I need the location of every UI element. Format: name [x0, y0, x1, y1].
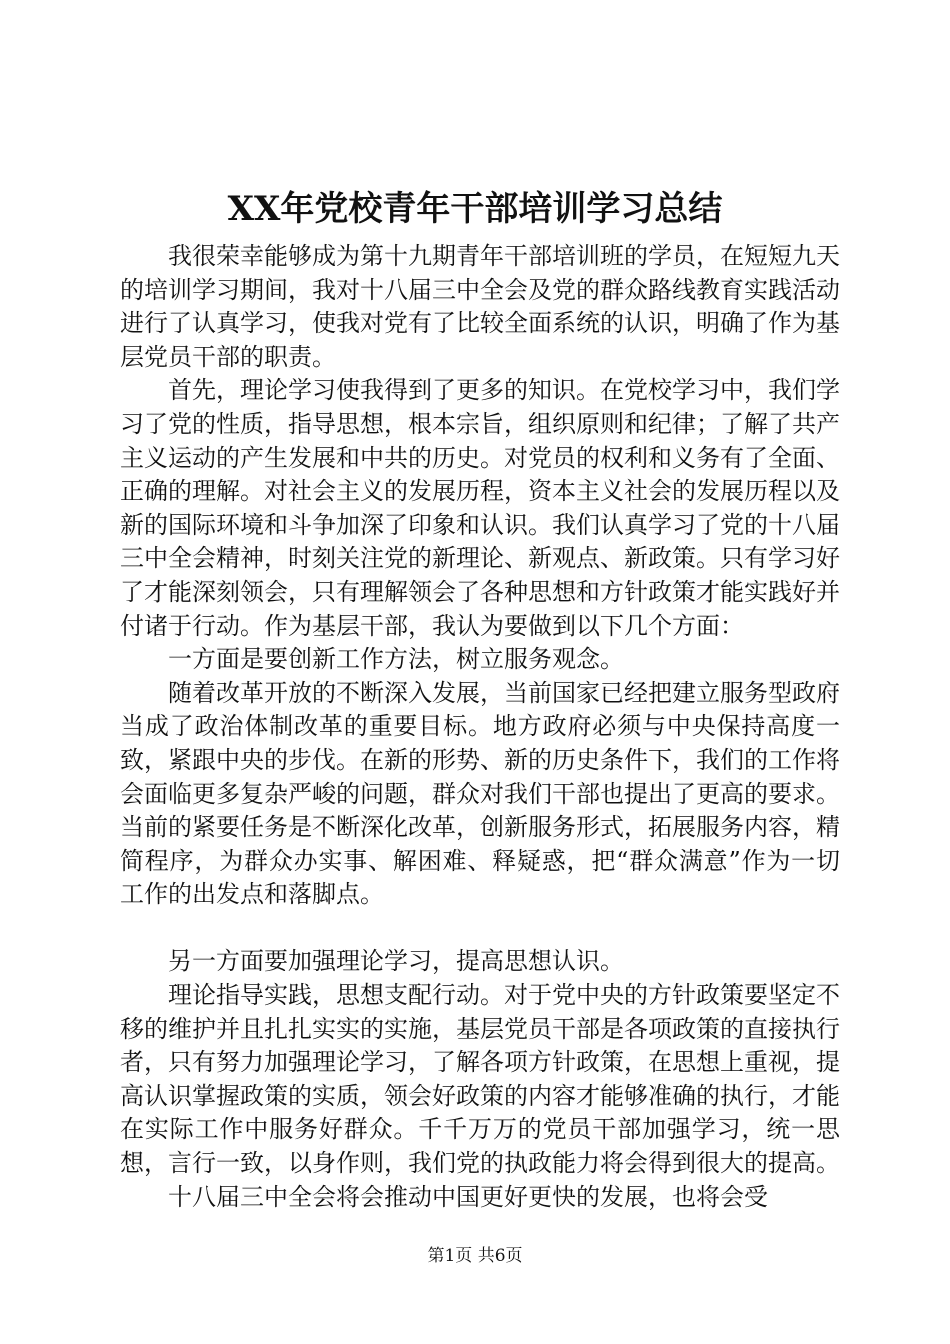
- paragraph-conclusion-start: 十八届三中全会将会推动中国更好更快的发展，也将会受: [168, 1182, 768, 1211]
- paragraph-theory-study: 首先，理论学习使我得到了更多的知识。在党校学习中，我们学习了党的性质，指导思想，根本宗旨，组织原则和纪律；了解了共产主义运动的产生发展和中共的历史。对党员的权利和义务有了全面、正确的理解。对社会主义的发展历程，资本主义社会的发展历程以及新的国际环境和斗争加深了印象和认识。我们认真学习了党的十八届三中全会精神，时刻关注党的新理论、新观点、新政策。只有学习好了才能深刻领会，只有理解领会了各种思想和方针政策才能实践好并付诸于行动。作为基层干部，我认为要做到以下几个方面：: [120, 376, 840, 640]
- paragraph-spacer: [120, 912, 840, 946]
- page-number-footer: 第1页 共6页: [427, 1246, 523, 1266]
- paragraph-intro: 我很荣幸能够成为第十九期青年干部培训班的学员，在短短九天的培训学习期间，我对十八届三中全会及党的群众路线教育实践活动进行了认真学习，使我对党有了比较全面系统的认识，明确了作为基层党员干部的职责。: [120, 242, 840, 371]
- paragraph-point-two-body: 理论指导实践，思想支配行动。对于党中央的方针政策要坚定不移的维护并且扎扎实实的实施，基层党员干部是各项政策的直接执行者，只有努力加强理论学习，了解各项方针政策，在思想上重视，提高认识掌握政策的实质，领会好政策的内容才能够准确的执行，才能在实际工作中服务好群众。千千万万的党员干部加强学习，统一思想，言行一致，以身作则，我们党的执政能力将会得到很大的提高。: [120, 981, 840, 1178]
- document-title: XX年党校青年干部培训学习总结: [227, 189, 723, 229]
- paragraph-point-one-body: 随着改革开放的不断深入发展，当前国家已经把建立服务型政府当成了政治体制改革的重要目标。地方政府必须与中央保持高度一致，紧跟中央的步伐。在新的形势、新的历史条件下，我们的工作将会面临更多复杂严峻的问题，群众对我们干部也提出了更高的要求。当前的紧要任务是不断深化改革，创新服务形式，拓展服务内容，精简程序，为群众办实事、解困难、释疑惑，把“群众满意”作为一切工作的出发点和落脚点。: [120, 678, 840, 909]
- paragraph-point-two-heading: 另一方面要加强理论学习，提高思想认识。: [168, 947, 624, 976]
- paragraph-point-one-heading: 一方面是要创新工作方法，树立服务观念。: [168, 645, 624, 674]
- document-body: [120, 240, 840, 1214]
